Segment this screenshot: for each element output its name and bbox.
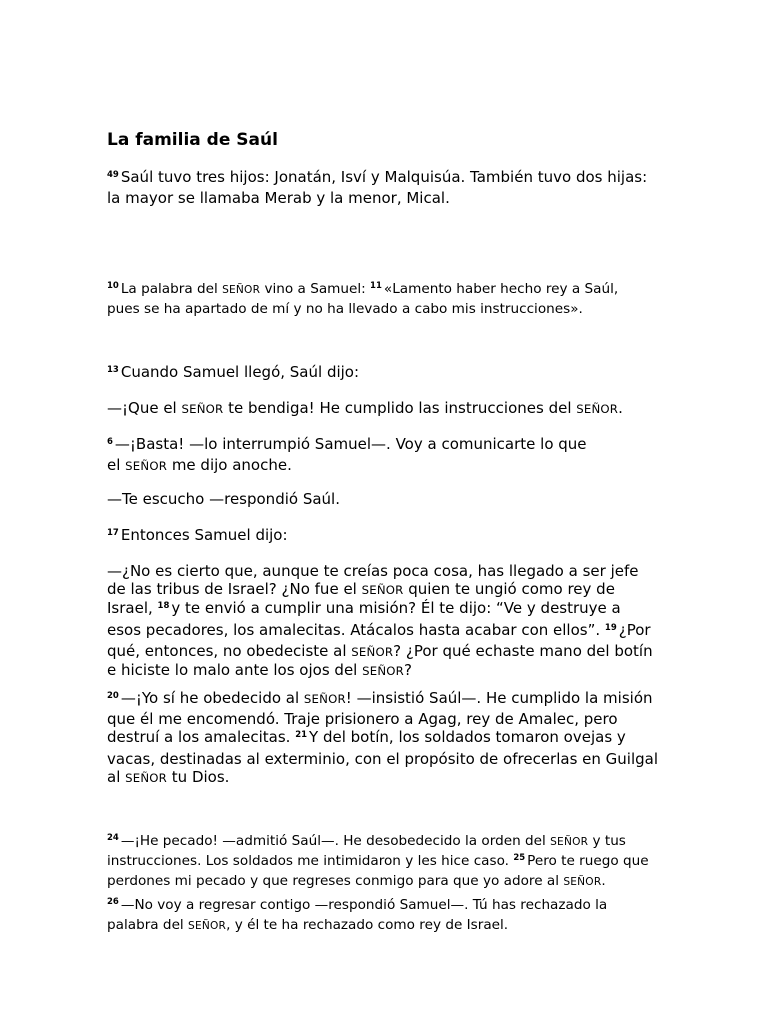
lord-smallcaps: SEÑOR [181, 402, 224, 416]
paragraph-verse-26: $^{26}$ —No voy a regresar contigo —respondió Samuel—. Tú has rechazado la palabra del SEÑOR, y él te ha rechazado como rey de Israel. [107, 897, 608, 934]
paragraph-verses-20-21: $^{20}$ —¡Yo sí he obedecido al SEÑOR! —insistió Saúl—. He cumplido la misión que él me encomendó. Traje prisionero a Agag, rey de Amalec, pero destruí a los amalecitas. $^{21}$ Y del botín, los soldados tomaron ovejas y vacas, destinadas al exterminio, con el propósito de ofrecerlas en Guilgal al SEÑOR tu Dios. [107, 689, 659, 786]
verse-number: 17 [107, 528, 119, 538]
lord-smallcaps: SEÑOR [222, 284, 261, 296]
lord-smallcaps: SEÑOR [303, 692, 346, 706]
paragraph-verse-17: $^{17}$ Entonces Samuel dijo: [107, 526, 288, 544]
lord-smallcaps: SEÑOR [576, 402, 619, 416]
verse-number: 13 [107, 365, 119, 375]
paragraph-verse-6: $^6$ —¡Basta! —lo interrumpió Samuel—. Voy a comunicarte lo que el SEÑOR me dijo anoche. [107, 435, 587, 475]
verse-number: 21 [295, 730, 308, 741]
paragraph-verses-18-19: —¿No es cierto que, aunque te creías poca cosa, has llegado a ser jefe de las tribus de Israel? ¿No fue el SEÑOR quien te ungió como rey de Israel, $^{18}$ y te envió a cumplir una misión? Él te dijo: “Ve y destruye a esos pecadores, los amalecitas. Atácalos hasta acabar con ellos”. $^{19}$ ¿Por qué, entonces, no obedeciste al SEÑOR? ¿Por qué echaste mano del botín e hiciste lo malo ante los ojos del SEÑOR? [107, 562, 653, 680]
paragraph-response: —Te escucho —respondió Saúl. [107, 490, 340, 508]
lord-smallcaps: SEÑOR [351, 644, 394, 659]
lord-smallcaps: SEÑOR [188, 920, 227, 933]
lord-smallcaps: SEÑOR [125, 770, 168, 785]
verse-number: 19 [604, 622, 617, 633]
lord-smallcaps: SEÑOR [550, 836, 589, 848]
verse-number: 26 [107, 897, 119, 907]
verse-number: 18 [157, 601, 170, 612]
paragraph-verse-13: $^{13}$ Cuando Samuel llegó, Saúl dijo: [107, 363, 360, 381]
verse-number: 10 [107, 281, 119, 291]
lord-smallcaps: SEÑOR [362, 664, 404, 679]
verse-number: 25 [513, 853, 526, 864]
paragraph-verse-10: $^{10}$ La palabra del SEÑOR vino a Samuel: $^{11}$ «Lamento haber hecho rey a Saúl, pues se ha apartado de mí y no ha llevado a cabo mis instrucciones». [107, 281, 619, 318]
verse-number: 24 [107, 833, 119, 843]
verse-number: 49 [107, 170, 119, 180]
lord-smallcaps: SEÑOR [361, 583, 404, 598]
section-title: La familia de Saúl [107, 130, 278, 150]
paragraph-verse-49: $^{49}$ Saúl tuvo tres hijos: Jonatán, Isví y Malquisúa. También tuvo dos hijas: la mayor se llamaba Merab y la menor, Mical. [107, 168, 648, 208]
verse-number: 20 [107, 691, 119, 701]
paragraph-blessing: —¡Que el SEÑOR te bendiga! He cumplido las instrucciones del SEÑOR. [107, 399, 623, 417]
paragraph-verses-24-25: $^{24}$ —¡He pecado! —admitió Saúl—. He desobedecido la orden del SEÑOR y tus instrucciones. Los soldados me intimidaron y les hice caso. $^{25}$ Pero te ruego que perdones mi pecado y que regreses conmigo para que yo adore al SEÑOR. [107, 833, 649, 890]
lord-smallcaps: SEÑOR [125, 459, 168, 474]
verse-number: 6 [107, 437, 113, 447]
verse-number: 11 [370, 281, 382, 291]
lord-smallcaps: SEÑOR [563, 876, 602, 889]
